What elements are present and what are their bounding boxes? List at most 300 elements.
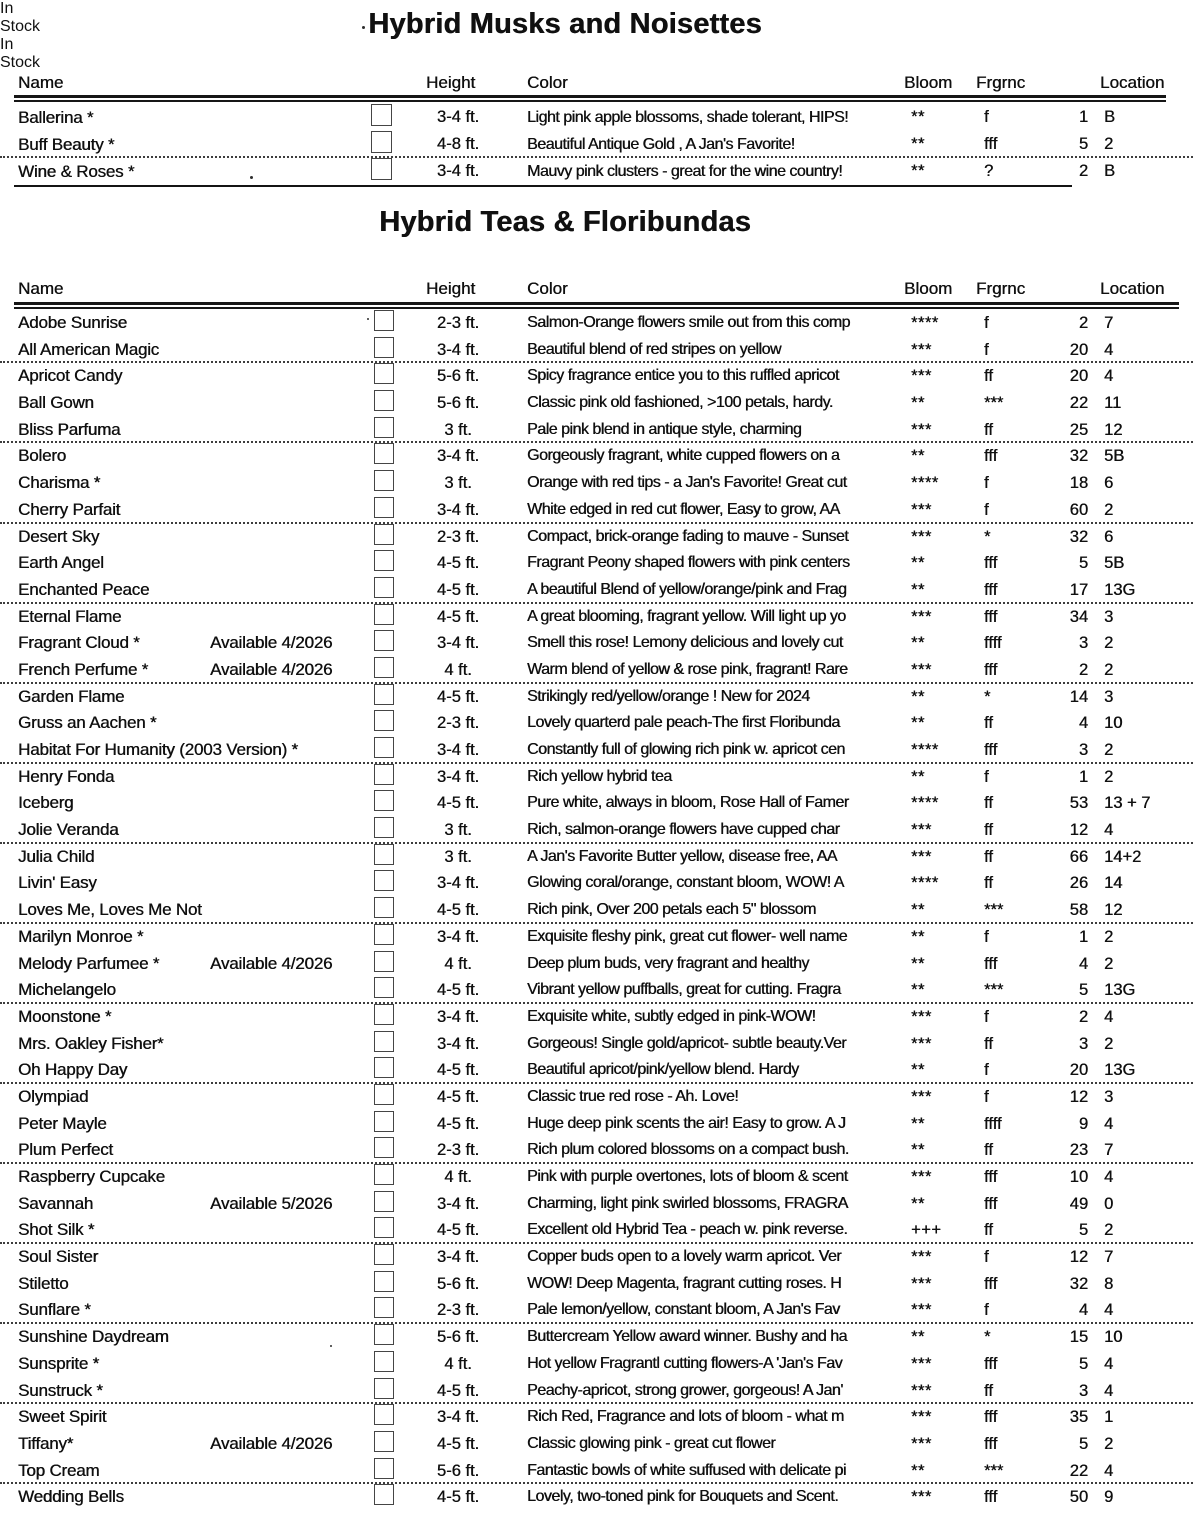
color-description: Lovely quarterd pale peach-The first Floribunda (527, 714, 840, 732)
bloom-rating: ** (911, 927, 925, 946)
rose-name: Bliss Parfuma (18, 419, 121, 439)
fragrance-rating: fff (984, 1354, 998, 1373)
table-row (0, 390, 1193, 417)
order-checkbox[interactable] (374, 443, 394, 464)
color-description: Gorgeously fragrant, white cupped flowers on a (527, 447, 840, 465)
stock-count: 26 (1069, 874, 1088, 893)
rose-name: Adobe Sunrise (18, 313, 127, 332)
stock-count: 60 (1069, 500, 1088, 519)
bloom-rating: ** (911, 634, 925, 653)
location-value: 6 (1104, 474, 1114, 493)
rose-name: Charisma * (18, 473, 101, 493)
fragrance-rating: fff (984, 1194, 998, 1213)
order-checkbox[interactable] (374, 470, 394, 491)
fragrance-rating: ff (984, 1221, 993, 1240)
order-checkbox[interactable] (374, 924, 394, 945)
bloom-rating: **** (911, 314, 939, 332)
stock-count: 49 (1069, 1194, 1088, 1213)
location-value: 2 (1104, 1434, 1114, 1453)
order-checkbox[interactable] (374, 657, 394, 678)
table-row (0, 604, 1193, 631)
order-checkbox[interactable] (374, 1244, 394, 1265)
order-checkbox[interactable] (374, 1137, 394, 1158)
rose-name: Iceberg (18, 793, 74, 813)
order-checkbox[interactable] (374, 1164, 394, 1185)
bloom-rating: *** (911, 1034, 932, 1053)
stock-count: 4 (1078, 954, 1088, 973)
fragrance-rating: fff (984, 1168, 998, 1186)
stock-count: 35 (1069, 1408, 1088, 1427)
rose-name: Sweet Spirit (18, 1407, 107, 1427)
location-value: 3 (1104, 607, 1114, 626)
location-value: 3 (1104, 687, 1114, 706)
height-value: 4 ft. (444, 1168, 472, 1186)
stock-count: 1 (1078, 108, 1088, 126)
bloom-rating: *** (911, 1488, 932, 1507)
column-header-color: Color (527, 279, 568, 298)
order-checkbox[interactable] (374, 844, 394, 865)
bloom-rating: ** (911, 714, 925, 733)
color-description: Rich Red, Fragrance and lots of bloom - what m (527, 1408, 844, 1426)
column-header-color: Color (527, 73, 568, 92)
color-description: Warm blend of yellow & rose pink, fragrant! Rare (527, 660, 848, 678)
fragrance-rating: ff (984, 794, 993, 813)
table-row (0, 684, 1193, 711)
fragrance-rating: *** (984, 981, 1004, 1000)
location-value: 14 (1104, 874, 1123, 893)
color-description: Smell this rose! Lemony delicious and lovely cut (527, 634, 843, 652)
color-description: Pure white, always in bloom, Rose Hall of Famer (527, 794, 849, 812)
rose-name: Fragrant Cloud * (18, 633, 140, 653)
fragrance-rating: fff (984, 954, 998, 973)
height-value: 3 ft. (444, 474, 472, 493)
table-row (0, 497, 1193, 524)
table-header-row (0, 72, 1193, 93)
table-row (0, 1164, 1193, 1191)
stock-count: 20 (1069, 367, 1088, 386)
stock-count: 34 (1069, 607, 1088, 626)
location-value: 13G (1104, 1061, 1136, 1080)
bloom-rating: ** (911, 108, 925, 126)
bloom-rating: ** (911, 580, 925, 599)
order-checkbox[interactable] (374, 977, 394, 998)
fragrance-rating: * (984, 1328, 991, 1347)
order-checkbox[interactable] (374, 710, 394, 731)
location-value: 9 (1104, 1488, 1114, 1507)
bloom-rating: *** (911, 1274, 932, 1293)
height-value: 5-6 ft. (436, 1328, 480, 1347)
location-value: 12 (1104, 420, 1123, 439)
bloom-rating: *** (911, 367, 932, 386)
table-row (0, 1431, 1193, 1458)
bloom-rating: ** (911, 901, 925, 920)
color-description: Fantastic bowls of white suffused with delicate pi (527, 1461, 846, 1479)
stock-count: 3 (1078, 634, 1088, 653)
color-description: Mauvy pink clusters - great for the wine country! (527, 163, 843, 180)
location-value: 7 (1104, 1248, 1114, 1267)
color-description: Rich yellow hybrid tea (527, 767, 672, 785)
table-bottom-rule (14, 185, 1072, 187)
column-header-in: In (0, 36, 14, 53)
rose-name: All American Magic (18, 339, 159, 359)
bloom-rating: *** (911, 1301, 932, 1320)
order-checkbox[interactable] (374, 1031, 394, 1052)
stock-count: 1 (1078, 767, 1088, 786)
height-value: 4-5 ft. (436, 687, 480, 706)
height-value: 3-4 ft. (436, 162, 480, 180)
location-value: 12 (1104, 901, 1123, 920)
height-value: 2-3 ft. (436, 714, 480, 733)
color-description: Beautiful blend of red stripes on yellow (527, 340, 781, 358)
column-header-bloom: Bloom (904, 279, 953, 298)
stock-count: 5 (1078, 135, 1088, 153)
order-checkbox[interactable] (374, 1378, 394, 1399)
column-header-frgrnc: Frgrnc (976, 279, 1026, 298)
stock-count: 2 (1078, 314, 1088, 332)
color-description: Rich plum colored blossoms on a compact bush. (527, 1141, 849, 1159)
fragrance-rating: f (984, 1087, 989, 1106)
height-value: 3 ft. (444, 847, 472, 866)
table-row (0, 470, 1193, 497)
bloom-rating: ** (911, 1461, 925, 1480)
bloom-rating: ** (911, 1061, 925, 1080)
order-checkbox[interactable] (374, 684, 394, 705)
location-value: 13G (1104, 580, 1136, 599)
table-row (0, 870, 1193, 897)
fragrance-rating: f (984, 108, 989, 126)
location-value: 2 (1104, 1034, 1114, 1053)
order-checkbox[interactable] (374, 1111, 394, 1132)
fragrance-rating: ? (984, 162, 994, 180)
stock-count: 12 (1069, 1248, 1088, 1267)
fragrance-rating: ff (984, 847, 993, 866)
location-value: 2 (1104, 1221, 1114, 1240)
fragrance-rating: fff (984, 1488, 998, 1507)
height-value: 4-5 ft. (436, 901, 480, 920)
stock-count: 2 (1078, 1007, 1088, 1026)
rose-name: Sunshine Daydream (18, 1327, 169, 1347)
color-description: Constantly full of glowing rich pink w. apricot cen (527, 741, 845, 758)
table-row (0, 1297, 1193, 1324)
table-row (0, 524, 1193, 551)
bloom-rating: ** (911, 981, 925, 1000)
height-value: 4-5 ft. (436, 1114, 480, 1133)
rose-name: Ball Gown (18, 393, 94, 413)
fragrance-rating: *** (984, 394, 1004, 413)
rose-name: Livin' Easy (18, 873, 97, 893)
order-checkbox[interactable] (374, 550, 394, 571)
order-checkbox[interactable] (374, 310, 394, 331)
bloom-rating: ** (911, 394, 925, 413)
color-description: Lovely, two-toned pink for Bouquets and Scent. (527, 1488, 839, 1506)
stock-count: 9 (1078, 1114, 1088, 1133)
location-value: 2 (1104, 741, 1114, 759)
order-checkbox[interactable] (374, 1004, 394, 1025)
order-checkbox[interactable] (374, 1484, 394, 1505)
stock-count: 32 (1069, 1274, 1088, 1293)
table-row (0, 337, 1193, 364)
table-row (0, 1031, 1193, 1058)
location-value: 4 (1104, 340, 1114, 359)
header-divider-rule (14, 95, 1166, 102)
color-description: Huge deep pink scents the air! Easy to grow. A J (527, 1114, 846, 1132)
location-value: 11 (1104, 394, 1122, 413)
rose-name: Shot Silk * (18, 1220, 95, 1240)
order-checkbox[interactable] (374, 417, 394, 438)
height-value: 4-5 ft. (436, 794, 480, 813)
fragrance-rating: f (984, 767, 989, 786)
height-value: 4-5 ft. (436, 580, 480, 599)
color-description: Orange with red tips - a Jan's Favorite! Great cut (527, 474, 847, 492)
order-checkbox[interactable] (374, 1404, 394, 1425)
availability-note: Available 4/2026 (210, 659, 333, 679)
color-description: Salmon-Orange flowers smile out from this comp (527, 314, 850, 331)
table-row (0, 1324, 1193, 1351)
bloom-rating: ** (911, 1114, 925, 1133)
table-row (0, 630, 1193, 657)
fragrance-rating: ffff (984, 1114, 1002, 1133)
rose-name: Gruss an Aachen * (18, 713, 157, 733)
bloom-rating: ** (911, 1194, 925, 1213)
rose-name: Earth Angel (18, 553, 104, 573)
order-checkbox[interactable] (371, 131, 392, 153)
height-value: 3-4 ft. (436, 634, 480, 653)
height-value: 3-4 ft. (436, 108, 480, 126)
location-value: 4 (1104, 1114, 1114, 1133)
color-description: Gorgeous! Single gold/apricot- subtle beauty.Ver (527, 1034, 847, 1052)
bloom-rating: ** (911, 687, 925, 706)
rose-name: Cherry Parfait (18, 499, 121, 519)
column-header-frgrnc: Frgrnc (976, 73, 1026, 92)
order-checkbox[interactable] (374, 764, 394, 785)
stock-count: 50 (1069, 1488, 1088, 1507)
height-value: 4-5 ft. (436, 1221, 480, 1240)
table-row (0, 1351, 1193, 1378)
bloom-rating: *** (911, 1408, 932, 1427)
bloom-rating: *** (911, 1007, 932, 1026)
table-row (0, 1484, 1193, 1511)
fragrance-rating: ffff (984, 634, 1002, 653)
location-value: 4 (1104, 1461, 1114, 1480)
fragrance-rating: * (984, 687, 991, 706)
rose-name: Michelangelo (18, 980, 116, 1000)
order-checkbox[interactable] (374, 951, 394, 972)
order-checkbox[interactable] (374, 337, 394, 358)
stock-count: 53 (1069, 794, 1088, 813)
color-description: Deep plum buds, very fragrant and healthy (527, 954, 809, 972)
fragrance-rating: f (984, 927, 989, 946)
fragrance-rating: f (984, 474, 989, 493)
bloom-rating: *** (911, 1434, 932, 1453)
bloom-rating: *** (911, 847, 932, 866)
order-checkbox[interactable] (374, 790, 394, 811)
color-description: Pink with purple overtones, lots of bloom & scent (527, 1168, 848, 1185)
hybrid-musks-table (0, 104, 1193, 185)
table-row (0, 310, 1193, 337)
table-row (0, 924, 1193, 951)
column-header-stock: Stock (0, 18, 41, 35)
height-value: 5-6 ft. (436, 394, 480, 413)
stock-count: 12 (1069, 1087, 1088, 1106)
height-value: 2-3 ft. (436, 527, 480, 546)
location-value: 4 (1104, 367, 1114, 386)
table-row (0, 790, 1193, 817)
stock-count: 4 (1078, 714, 1088, 733)
stock-count: 12 (1069, 821, 1088, 840)
fragrance-rating: fff (984, 1274, 998, 1293)
order-checkbox[interactable] (374, 737, 394, 758)
height-value: 3-4 ft. (436, 1248, 480, 1267)
color-description: Beautiful apricot/pink/yellow blend. Hardy (527, 1061, 799, 1079)
table-row (0, 977, 1193, 1004)
rose-name: Bolero (18, 446, 66, 466)
availability-note: Available 4/2026 (210, 953, 333, 973)
height-value: 3-4 ft. (436, 767, 480, 786)
bloom-rating: *** (911, 1381, 932, 1400)
color-description: A Jan's Favorite Butter yellow, disease free, AA (527, 847, 837, 865)
availability-note: Available 4/2026 (210, 1433, 333, 1453)
fragrance-rating: fff (984, 607, 998, 626)
order-checkbox[interactable] (374, 390, 394, 411)
height-value: 3-4 ft. (436, 1408, 480, 1427)
height-value: 3-4 ft. (436, 500, 480, 519)
color-description: Classic true red rose - Ah. Love! (527, 1087, 739, 1105)
order-checkbox[interactable] (374, 1351, 394, 1372)
order-checkbox[interactable] (374, 1431, 394, 1452)
stock-count: 3 (1078, 1381, 1088, 1400)
order-checkbox[interactable] (371, 104, 392, 126)
column-header-in-stock (0, 36, 1193, 72)
height-value: 3-4 ft. (436, 1194, 480, 1213)
location-value: 14+2 (1104, 847, 1142, 866)
location-value: 4 (1104, 821, 1114, 840)
order-checkbox[interactable] (374, 1057, 394, 1078)
location-value: 7 (1104, 1141, 1114, 1160)
bloom-rating: **** (911, 741, 939, 759)
table-row (0, 1111, 1193, 1138)
fragrance-rating: f (984, 1007, 989, 1026)
stock-count: 32 (1069, 447, 1088, 466)
order-checkbox[interactable] (374, 870, 394, 891)
rose-name: Habitat For Humanity (2003 Version) * (18, 740, 298, 759)
height-value: 5-6 ft. (436, 367, 480, 386)
stock-count: 5 (1078, 554, 1088, 573)
stock-count: 2 (1078, 162, 1088, 180)
order-checkbox[interactable] (374, 1084, 394, 1105)
column-header-location: Location (1100, 279, 1165, 298)
fragrance-rating: ff (984, 1034, 993, 1053)
location-value: 2 (1104, 767, 1114, 786)
stock-count: 22 (1069, 1461, 1088, 1480)
fragrance-rating: * (984, 527, 991, 546)
order-checkbox[interactable] (374, 817, 394, 838)
order-checkbox[interactable] (374, 1191, 394, 1212)
table-row (0, 1057, 1193, 1084)
rose-name: Wedding Bells (18, 1487, 124, 1507)
bloom-rating: ** (911, 1328, 925, 1347)
order-checkbox[interactable] (374, 1217, 394, 1238)
fragrance-rating: fff (984, 554, 998, 573)
bloom-rating: ** (911, 135, 925, 153)
bloom-rating: ** (911, 767, 925, 786)
rose-name: Peter Mayle (18, 1113, 107, 1133)
table-row (0, 951, 1193, 978)
order-checkbox[interactable] (374, 524, 394, 545)
location-value: B (1104, 108, 1116, 126)
location-value: 8 (1104, 1274, 1114, 1293)
height-value: 2-3 ft. (436, 1301, 480, 1320)
fragrance-rating: *** (984, 901, 1004, 920)
color-description: Spicy fragrance entice you to this ruffled apricot (527, 367, 839, 385)
bloom-rating: ** (911, 554, 925, 573)
height-value: 3-4 ft. (436, 741, 480, 759)
height-value: 4-5 ft. (436, 1434, 480, 1453)
height-value: 4 ft. (444, 954, 472, 973)
section-title-hybrid-teas: Hybrid Teas & Floribundas (379, 206, 751, 238)
fragrance-rating: fff (984, 447, 998, 466)
rose-name: Eternal Flame (18, 606, 122, 626)
stock-count: 5 (1078, 1354, 1088, 1373)
location-value: 6 (1104, 527, 1114, 546)
order-checkbox[interactable] (374, 897, 394, 918)
table-row (0, 1137, 1193, 1164)
height-value: 4-8 ft. (436, 135, 480, 153)
order-checkbox[interactable] (374, 363, 394, 384)
order-checkbox[interactable] (374, 577, 394, 598)
color-description: Exquisite fleshy pink, great cut flower- well name (527, 927, 848, 945)
fragrance-rating: ff (984, 874, 993, 893)
order-checkbox[interactable] (374, 1297, 394, 1318)
rose-name: Top Cream (18, 1460, 100, 1480)
height-value: 3 ft. (444, 420, 472, 439)
bloom-rating: *** (911, 660, 932, 679)
color-description: Rich pink, Over 200 petals each 5" blossom (527, 901, 816, 919)
order-checkbox[interactable] (374, 1324, 394, 1345)
rose-name: Garden Flame (18, 686, 125, 706)
order-checkbox[interactable] (374, 497, 394, 518)
location-value: 2 (1104, 500, 1114, 519)
bloom-rating: **** (911, 874, 939, 893)
rose-name: Desert Sky (18, 526, 100, 546)
color-description: Pale lemon/yellow, constant bloom, A Jan's Fav (527, 1301, 840, 1319)
height-value: 3-4 ft. (436, 340, 480, 359)
order-checkbox[interactable] (374, 1271, 394, 1292)
table-row (0, 131, 1193, 158)
order-checkbox[interactable] (374, 604, 394, 625)
stock-count: 2 (1078, 660, 1088, 679)
order-checkbox[interactable] (374, 1458, 394, 1479)
height-value: 2-3 ft. (436, 314, 480, 332)
order-checkbox[interactable] (374, 630, 394, 651)
color-description: Glowing coral/orange, constant bloom, WOW! A (527, 874, 844, 892)
height-value: 2-3 ft. (436, 1141, 480, 1160)
order-checkbox[interactable] (371, 158, 392, 180)
bloom-rating: ** (911, 1141, 925, 1160)
color-description: Exquisite white, subtly edged in pink-WOW! (527, 1007, 816, 1025)
bloom-rating: ** (911, 162, 925, 180)
fragrance-rating: *** (984, 1461, 1004, 1480)
fragrance-rating: ff (984, 420, 993, 439)
stock-count: 5 (1078, 981, 1088, 1000)
stock-count: 22 (1069, 394, 1088, 413)
bloom-rating: **** (911, 474, 939, 493)
color-description: Vibrant yellow puffballs, great for cutting. Fragra (527, 981, 841, 999)
table-header-row (0, 278, 1193, 299)
location-value: 13G (1104, 981, 1136, 1000)
fragrance-rating: fff (984, 1434, 998, 1453)
color-description: A great blooming, fragrant yellow. Will light up yo (527, 607, 846, 625)
availability-note: Available 4/2026 (210, 633, 333, 653)
